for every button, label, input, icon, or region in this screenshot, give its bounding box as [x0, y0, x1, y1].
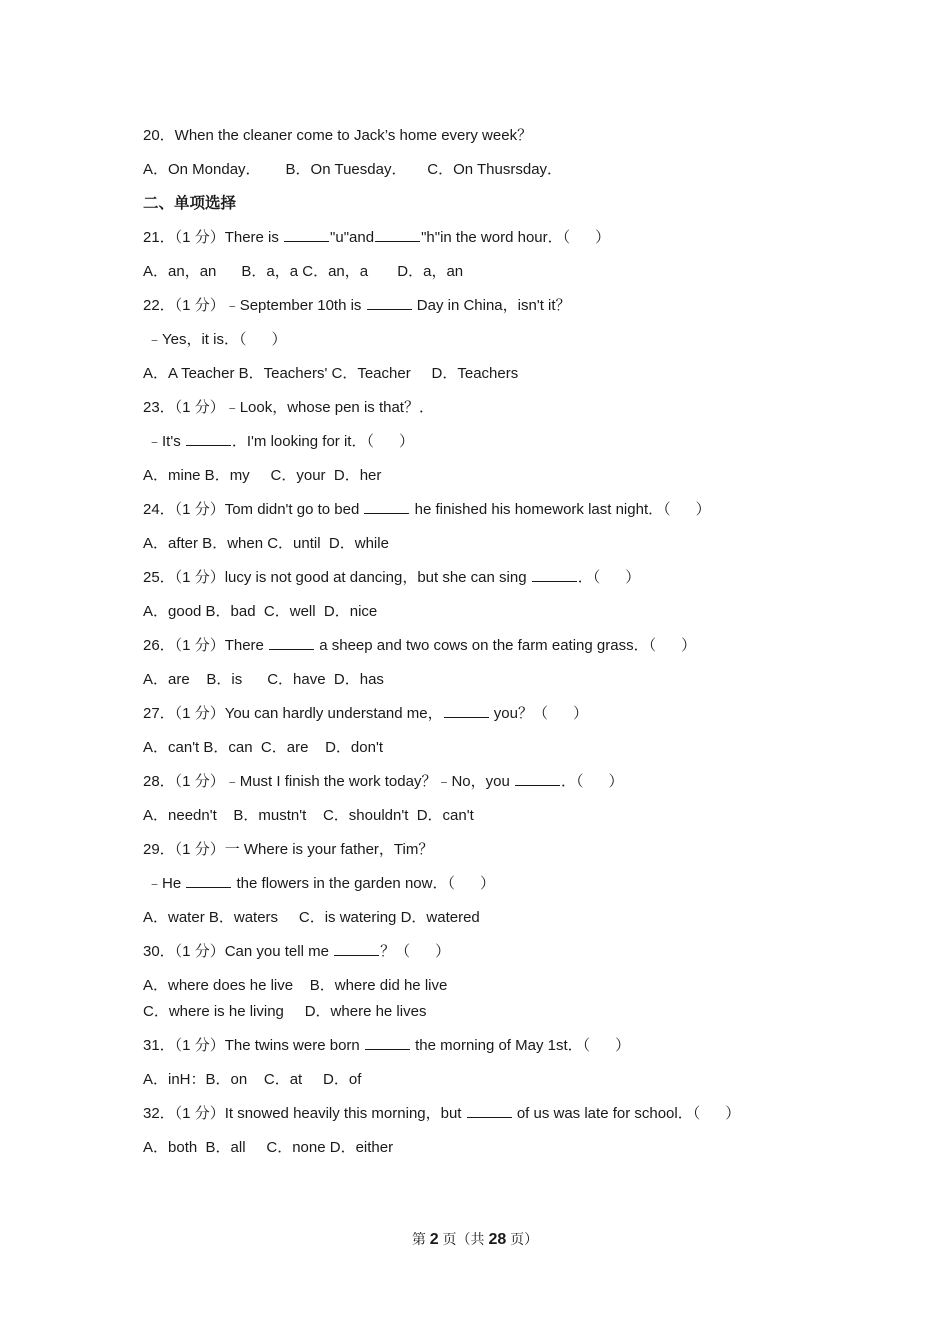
answer-blank	[284, 227, 329, 242]
question-22-reply: ﹣Yes，it is．（ ）	[147, 331, 287, 348]
question-23: 23．（1 分）﹣Look，whose pen is that？．	[143, 399, 434, 416]
page-number: 2	[429, 1231, 439, 1248]
answer-blank	[444, 703, 489, 718]
document-body	[143, 122, 843, 1168]
question-28-options: A．needn't B．mustn't C．shouldn't D．can't	[143, 807, 474, 824]
answer-blank	[467, 1103, 512, 1118]
question-23-reply: ﹣It's ．I'm looking for it．（ ）	[147, 433, 414, 450]
question-25: 25．（1 分）lucy is not good at dancing，but she can sing ．（ ）	[143, 569, 641, 586]
question-20-options: A．On Monday． B．On Tuesday． C．On Thusrsday．	[143, 161, 563, 178]
question-29: 29．（1 分）一 Where is your father，Tim？	[143, 841, 434, 858]
question-25-options: A．good B．bad C．well D．nice	[143, 603, 378, 620]
question-27: 27．（1 分）You can hardly understand me， you？（ ）	[143, 705, 588, 722]
answer-blank	[365, 1035, 410, 1050]
question-31-options: A．inH：B．on C．at D．of	[143, 1071, 362, 1088]
answer-blank	[186, 431, 231, 446]
question-20: 20．When the cleaner come to Jack’s home every week？	[143, 127, 533, 144]
question-23-options: A．mine B．my C．your D．her	[143, 467, 382, 484]
question-24: 24．（1 分）Tom didn't go to bed he finished his homework last night．（ ）	[143, 501, 711, 518]
question-21: 21．（1 分）There is "u"and "h"in the word hour．（ ）	[143, 229, 611, 246]
question-32: 32．（1 分）It snowed heavily this morning，but of us was late for school．（ ）	[143, 1105, 741, 1122]
question-29-reply: ﹣He the flowers in the garden now．（ ）	[147, 875, 495, 892]
question-22: 22．（1 分）﹣September 10th is Day in China，isn't it？	[143, 297, 571, 314]
question-22-options: A．A Teacher B．Teachers' C．Teacher D．Teachers	[143, 365, 519, 382]
question-29-options: A．water B．waters C．is watering D．watered	[143, 909, 480, 926]
answer-blank	[515, 771, 560, 786]
answer-blank	[367, 295, 412, 310]
answer-blank	[269, 635, 314, 650]
page-total: 28	[488, 1231, 507, 1248]
answer-blank	[364, 499, 409, 514]
question-26: 26．（1 分）There a sheep and two cows on the farm eating grass．（ ）	[143, 637, 697, 654]
question-24-options: A．after B．when C．until D．while	[143, 535, 389, 552]
answer-blank	[334, 941, 379, 956]
answer-blank	[532, 567, 577, 582]
answer-blank	[375, 227, 420, 242]
question-28: 28．（1 分）﹣Must I finish the work today？﹣No，you ．（ ）	[143, 773, 624, 790]
question-30-options-row1: A．where does he live B．where did he live	[143, 977, 448, 994]
question-32-options: A．both B．all C．none D．either	[143, 1139, 394, 1156]
section-title: 二、单项选择	[143, 195, 237, 212]
question-30-options-row2: C．where is he living D．where he lives	[143, 1003, 427, 1020]
question-26-options: A．are B．is C．have D．has	[143, 671, 384, 688]
question-30: 30．（1 分）Can you tell me ？（ ）	[143, 943, 451, 960]
answer-blank	[186, 873, 231, 888]
question-21-options: A．an，an B．a，a C．an，a D．a，an	[143, 263, 464, 280]
question-27-options: A．can't B．can C．are D．don't	[143, 739, 383, 756]
question-31: 31．（1 分）The twins were born the morning of May 1st．（ ）	[143, 1037, 631, 1054]
page-footer: 第 2 页（共 28 页）	[411, 1231, 539, 1248]
